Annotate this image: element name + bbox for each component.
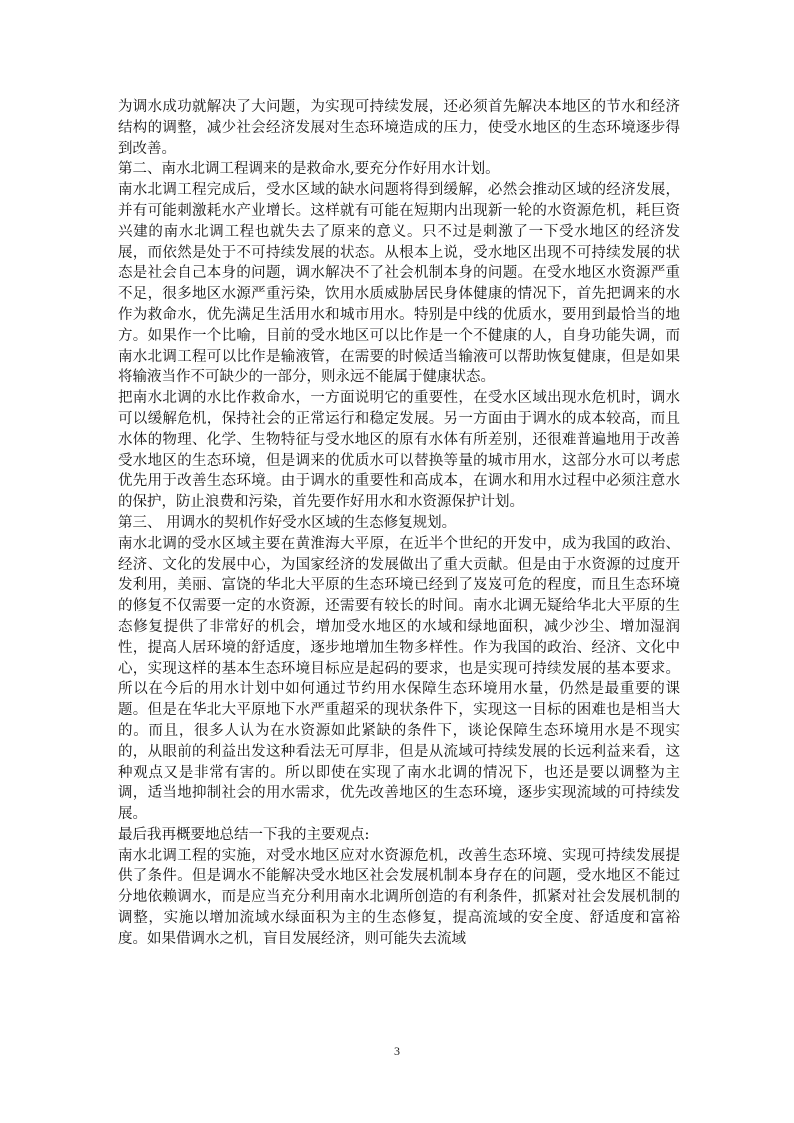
section-heading-second: 第二、南水北调工程调来的是救命水,要充分作好用水计划。 [118,161,500,178]
document-body [118,97,680,950]
paragraph: 南水北调的受水区域主要在黄淮海大平原，在近半个世纪的开发中，成为我国的政治、经济、文化的发展中心，为国家经济的发展做出了重大贡献。但是由于水资源的过度开发利用，美丽、富饶的华北大平原的生态环境已经到了岌岌可危的程度，而且生态环境的修复不仅需要一定的水资源，还需要有较长的时间。南水北调无疑给华北大平原的生态修复提供了非常好的机会，增加受水地区的水域和绿地面积，减少沙尘、增加湿润性，提高人居环境的舒适度，逐步地增加生物多样性。作为我国的政治、经济、文化中心，实现这样的基本生态环境目标应是起码的要求，也是实现可持续发展的基本要求。所以在今后的用水计划中如何通过节约用水保障生态环境用水量，仍然是最重要的课题。但是在华北大平原地下水严重超采的现状条件下，实现这一目标的困难也是相当大的。而且，很多人认为在水资源如此紧缺的条件下，谈论保障生态环境用水是不现实的，从眼前的利益出发这种看法无可厚非，但是从流域可持续发展的长远利益来看，这种观点又是非常有害的。所以即使在实现了南水北调的情况下，也还是要以调整为主调，适当地抑制社会的用水需求，优先改善地区的生态环境，逐步实现流域的可持续发展。 [118,535,680,823]
paragraph: 南水北调工程的实施，对受水地区应对水资源危机，改善生态环境、实现可持续发展提供了条件。但是调水不能解决受水地区社会发展机制本身存在的问题，受水地区不能过分地依赖调水，而是应当充分利用南水北调所创造的有利条件，抓紧对社会发展机制的调整，实施以增加流域水绿面积为主的生态修复，提高流域的安全度、舒适度和富裕度。如果借调水之机，盲目发展经济，则可能失去流域 [118,847,680,947]
paragraph: 南水北调工程完成后，受水区域的缺水问题将得到缓解，必然会推动区域的经济发展，并有可能刺激耗水产业增长。这样就有可能在短期内出现新一轮的水资源危机，耗巨资兴建的南水北调工程也就失去了原来的意义。只不过是刺激了一下受水地区的经济发展，而依然是处于不可持续发展的状态。从根本上说，受水地区出现不可持续发展的状态是社会自己本身的问题，调水解决不了社会机制本身的问题。在受水地区水资源严重不足，很多地区水源严重污染，饮用水质威胁居民身体健康的情况下，首先把调来的水作为救命水，优先满足生活用水和城市用水。特别是中线的优质水，要用到最恰当的地方。如果作一个比喻，目前的受水地区可以比作是一个不健康的人，自身功能失调，而南水北调工程可以比作是输液管，在需要的时候适当输液可以帮助恢复健康，但是如果将输液当作不可缺少的一部分，则永远不能属于健康状态。 [118,182,680,386]
paragraph-continuation: 为调水成功就解决了大问题，为实现可持续发展，还必须首先解决本地区的节水和经济结构的调整，减少社会经济发展对生态环境造成的压力，使受水地区的生态环境逐步得到改善。 [118,99,680,157]
summary-heading: 最后我再概要地总结一下我的主要观点: [118,826,370,843]
section-heading-third: 第三、 用调水的契机作好受水区域的生态修复规划。 [118,514,457,531]
page-number: 3 [394,1044,400,1058]
paragraph: 把南水北调的水比作救命水，一方面说明它的重要性，在受水区域出现水危机时，调水可以缓解危机，保持社会的正常运行和稳定发展。另一方面由于调水的成本较高，而且水体的物理、化学、生物特征与受水地区的原有水体有所差别，还很难普遍地用于改善受水地区的生态环境，但是调来的优质水可以替换等量的城市用水，这部分水可以考虑优先用于改善生态环境。由于调水的重要性和高成本，在调水和用水过程中必须注意水的保护，防止浪费和污染，首先要作好用水和水资源保护计划。 [118,390,680,511]
